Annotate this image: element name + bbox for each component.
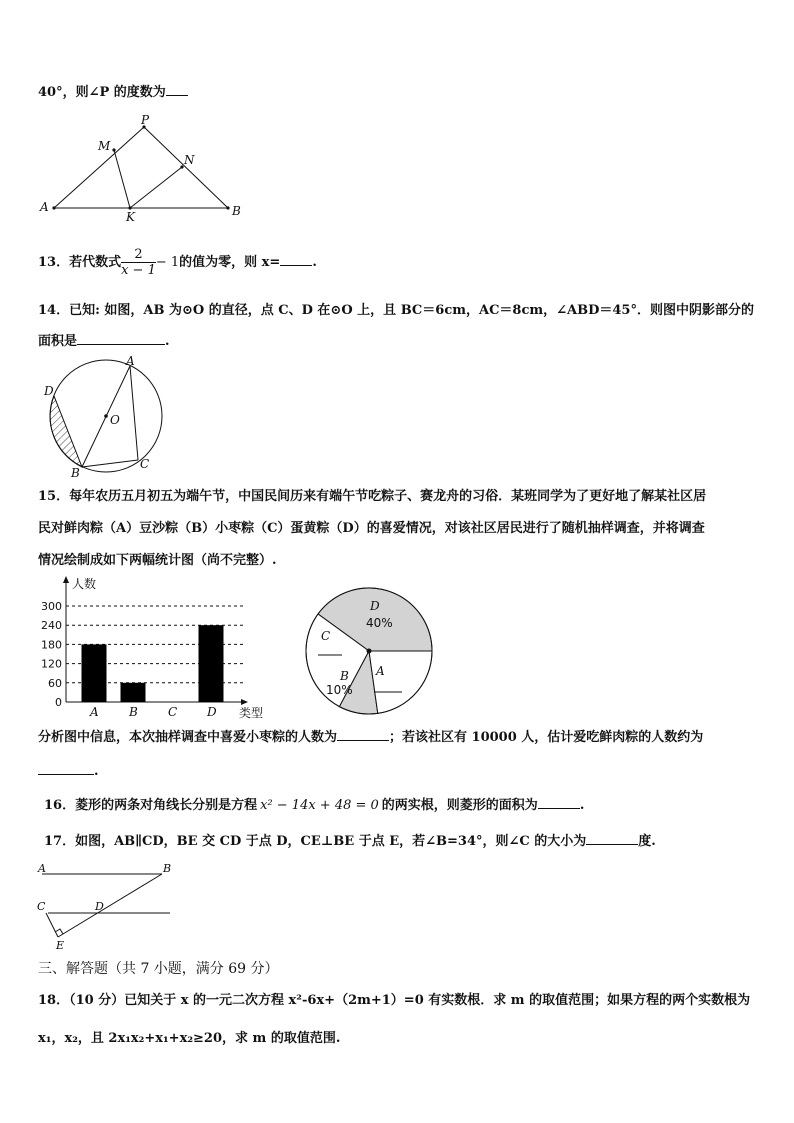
pie-chart bbox=[300, 582, 440, 722]
shaded-segment bbox=[50, 396, 82, 467]
q15-line4 bbox=[38, 728, 703, 747]
q13-prefix: 13．若代数式 bbox=[38, 255, 122, 270]
label-c: C bbox=[37, 900, 46, 913]
bar-d bbox=[199, 625, 224, 702]
figure-14-circle bbox=[38, 354, 168, 478]
q15-line5 bbox=[38, 762, 99, 781]
pie-label-c: C bbox=[321, 629, 331, 643]
y-tick-label: 180 bbox=[41, 638, 62, 652]
q13-line: 13．若代数式 $\frac{2}{x - 1}$ − 1的值为零，则 x= . bbox=[38, 247, 317, 278]
answer-blank-16 bbox=[538, 796, 580, 809]
y-tick-label: 120 bbox=[41, 657, 62, 671]
q18-line1: 18．（10 分）已知关于 x 的一元二次方程 x²-6x+（2m+1）=0 有实数根．求 m 的取值范围；如果方程的两个实数根为 bbox=[38, 993, 751, 1008]
answer-blank-13 bbox=[280, 253, 312, 266]
label-a: A bbox=[126, 354, 135, 368]
pie-label-a: A bbox=[376, 664, 385, 678]
line-ce bbox=[46, 913, 58, 937]
segment-pb bbox=[144, 127, 228, 208]
figure-17 bbox=[34, 858, 184, 954]
pie-value-b: 10% bbox=[326, 683, 353, 697]
label-e: E bbox=[56, 939, 65, 952]
q12-text: 40°，则∠P 的度数为 bbox=[38, 85, 166, 100]
label-a: A bbox=[40, 200, 49, 214]
q18-line2: x₁，x₂，且 2x₁x₂+x₁+x₂≥20，求 m 的取值范围. bbox=[38, 1031, 341, 1046]
x-tick-label-b: B bbox=[129, 705, 138, 719]
q14-line1: 14．已知: 如图，AB 为⊙O 的直径，点 C、D 在⊙O 上，且 BC＝6cm，AC＝8cm，∠ABD＝45°．则图中阴影部分的 bbox=[38, 303, 754, 318]
q14-line2-text: 面积是 bbox=[38, 334, 78, 349]
x-tick-label-a: A bbox=[90, 705, 99, 719]
bar-b bbox=[121, 683, 146, 702]
q14-line2 bbox=[38, 332, 170, 351]
label-k: K bbox=[126, 210, 135, 224]
label-n: N bbox=[184, 153, 195, 167]
q13-denominator: x − 1 bbox=[121, 263, 156, 278]
q15-line4a: 分析图中信息，本次抽样调查中喜爱小枣粽的人数为 bbox=[38, 730, 338, 745]
pie-center bbox=[367, 649, 372, 654]
q15-line2: 民对鲜肉粽（A）豆沙粽（B）小枣粽（C）蛋黄粽（D）的喜爱情况，对该社区居民进行了随机抽样调查，并将调查 bbox=[38, 521, 705, 536]
q17-unit: 度. bbox=[638, 834, 656, 849]
label-c: C bbox=[140, 457, 150, 471]
x-axis-label: 类型 bbox=[239, 706, 264, 720]
label-m: M bbox=[98, 139, 111, 153]
answer-blank-14 bbox=[77, 332, 165, 345]
pie-label-b: B bbox=[340, 669, 349, 683]
label-b: B bbox=[71, 466, 80, 478]
q13-fraction bbox=[121, 247, 156, 278]
answer-blank-12 bbox=[166, 83, 188, 96]
label-p: P bbox=[141, 113, 150, 127]
q15-end: . bbox=[94, 764, 99, 779]
y-tick-label: 60 bbox=[48, 676, 62, 690]
segment-bc bbox=[82, 460, 138, 467]
q16-equation: x² − 14x + 48 = 0 bbox=[260, 798, 379, 813]
line-be bbox=[58, 874, 162, 937]
q17-text: 17．如图，AB∥CD，BE 交 CD 于点 D，CE⊥BE 于点 E，若∠B=34°，则∠C 的大小为 bbox=[44, 834, 587, 849]
q14-end: . bbox=[165, 334, 170, 349]
q15-line1: 15．每年农历五月初五为端午节，中国民间历来有端午节吃粽子、赛龙舟的习俗．某班同学为了更好地了解某社区居 bbox=[38, 489, 707, 504]
bar-chart bbox=[36, 574, 276, 722]
q13-minus-one: − 1 bbox=[155, 255, 180, 270]
answer-blank-17 bbox=[586, 832, 638, 845]
q13-suffix: 的值为零，则 x= bbox=[179, 255, 281, 270]
y-tick-label: 0 bbox=[55, 696, 62, 709]
label-b: B bbox=[163, 862, 172, 875]
q16-prefix: 16．菱形的两条对角线长分别是方程 bbox=[44, 798, 258, 813]
bar-a bbox=[82, 644, 107, 702]
label-b: B bbox=[232, 204, 241, 218]
answer-blank-15b bbox=[38, 762, 94, 775]
center-point bbox=[104, 414, 108, 418]
pie-label-d: D bbox=[370, 599, 380, 613]
q17-line bbox=[44, 832, 656, 851]
q15-line4b: ；若该社区有 10000 人，估计爱吃鲜肉粽的人数约为 bbox=[389, 730, 704, 745]
pie-value-d: 40% bbox=[366, 616, 393, 630]
segment-kn bbox=[130, 167, 182, 208]
figure-12-triangle bbox=[36, 112, 251, 224]
q15-line3: 情况绘制成如下两幅统计图（尚不完整）. bbox=[38, 553, 277, 568]
q12-text-line bbox=[38, 83, 188, 102]
label-d: D bbox=[95, 900, 104, 913]
x-tick-label-d: D bbox=[207, 705, 217, 719]
q16-suffix: 的两实根，则菱形的面积为 bbox=[381, 798, 538, 813]
answer-blank-15a bbox=[337, 728, 389, 741]
segment-mk bbox=[114, 150, 130, 208]
label-a: A bbox=[38, 862, 46, 875]
x-tick-label-c: C bbox=[168, 705, 178, 719]
y-tick-label: 240 bbox=[41, 619, 62, 633]
y-axis-label: 人数 bbox=[72, 577, 97, 591]
y-axis-arrow bbox=[63, 576, 69, 583]
q16-line: 16．菱形的两条对角线长分别是方程 x² − 14x + 48 = 0 的两实根，则菱形的面积为 . bbox=[44, 798, 585, 813]
pie-slice-a bbox=[369, 651, 432, 713]
q13-numerator: 2 bbox=[121, 247, 156, 263]
y-tick-label: 300 bbox=[41, 600, 62, 613]
segment-ac bbox=[130, 366, 138, 460]
x-axis-arrow bbox=[241, 699, 248, 705]
label-o: O bbox=[110, 413, 120, 427]
section-title: 三、解答题（共 7 小题，满分 69 分） bbox=[38, 961, 279, 977]
label-d: D bbox=[44, 384, 54, 398]
